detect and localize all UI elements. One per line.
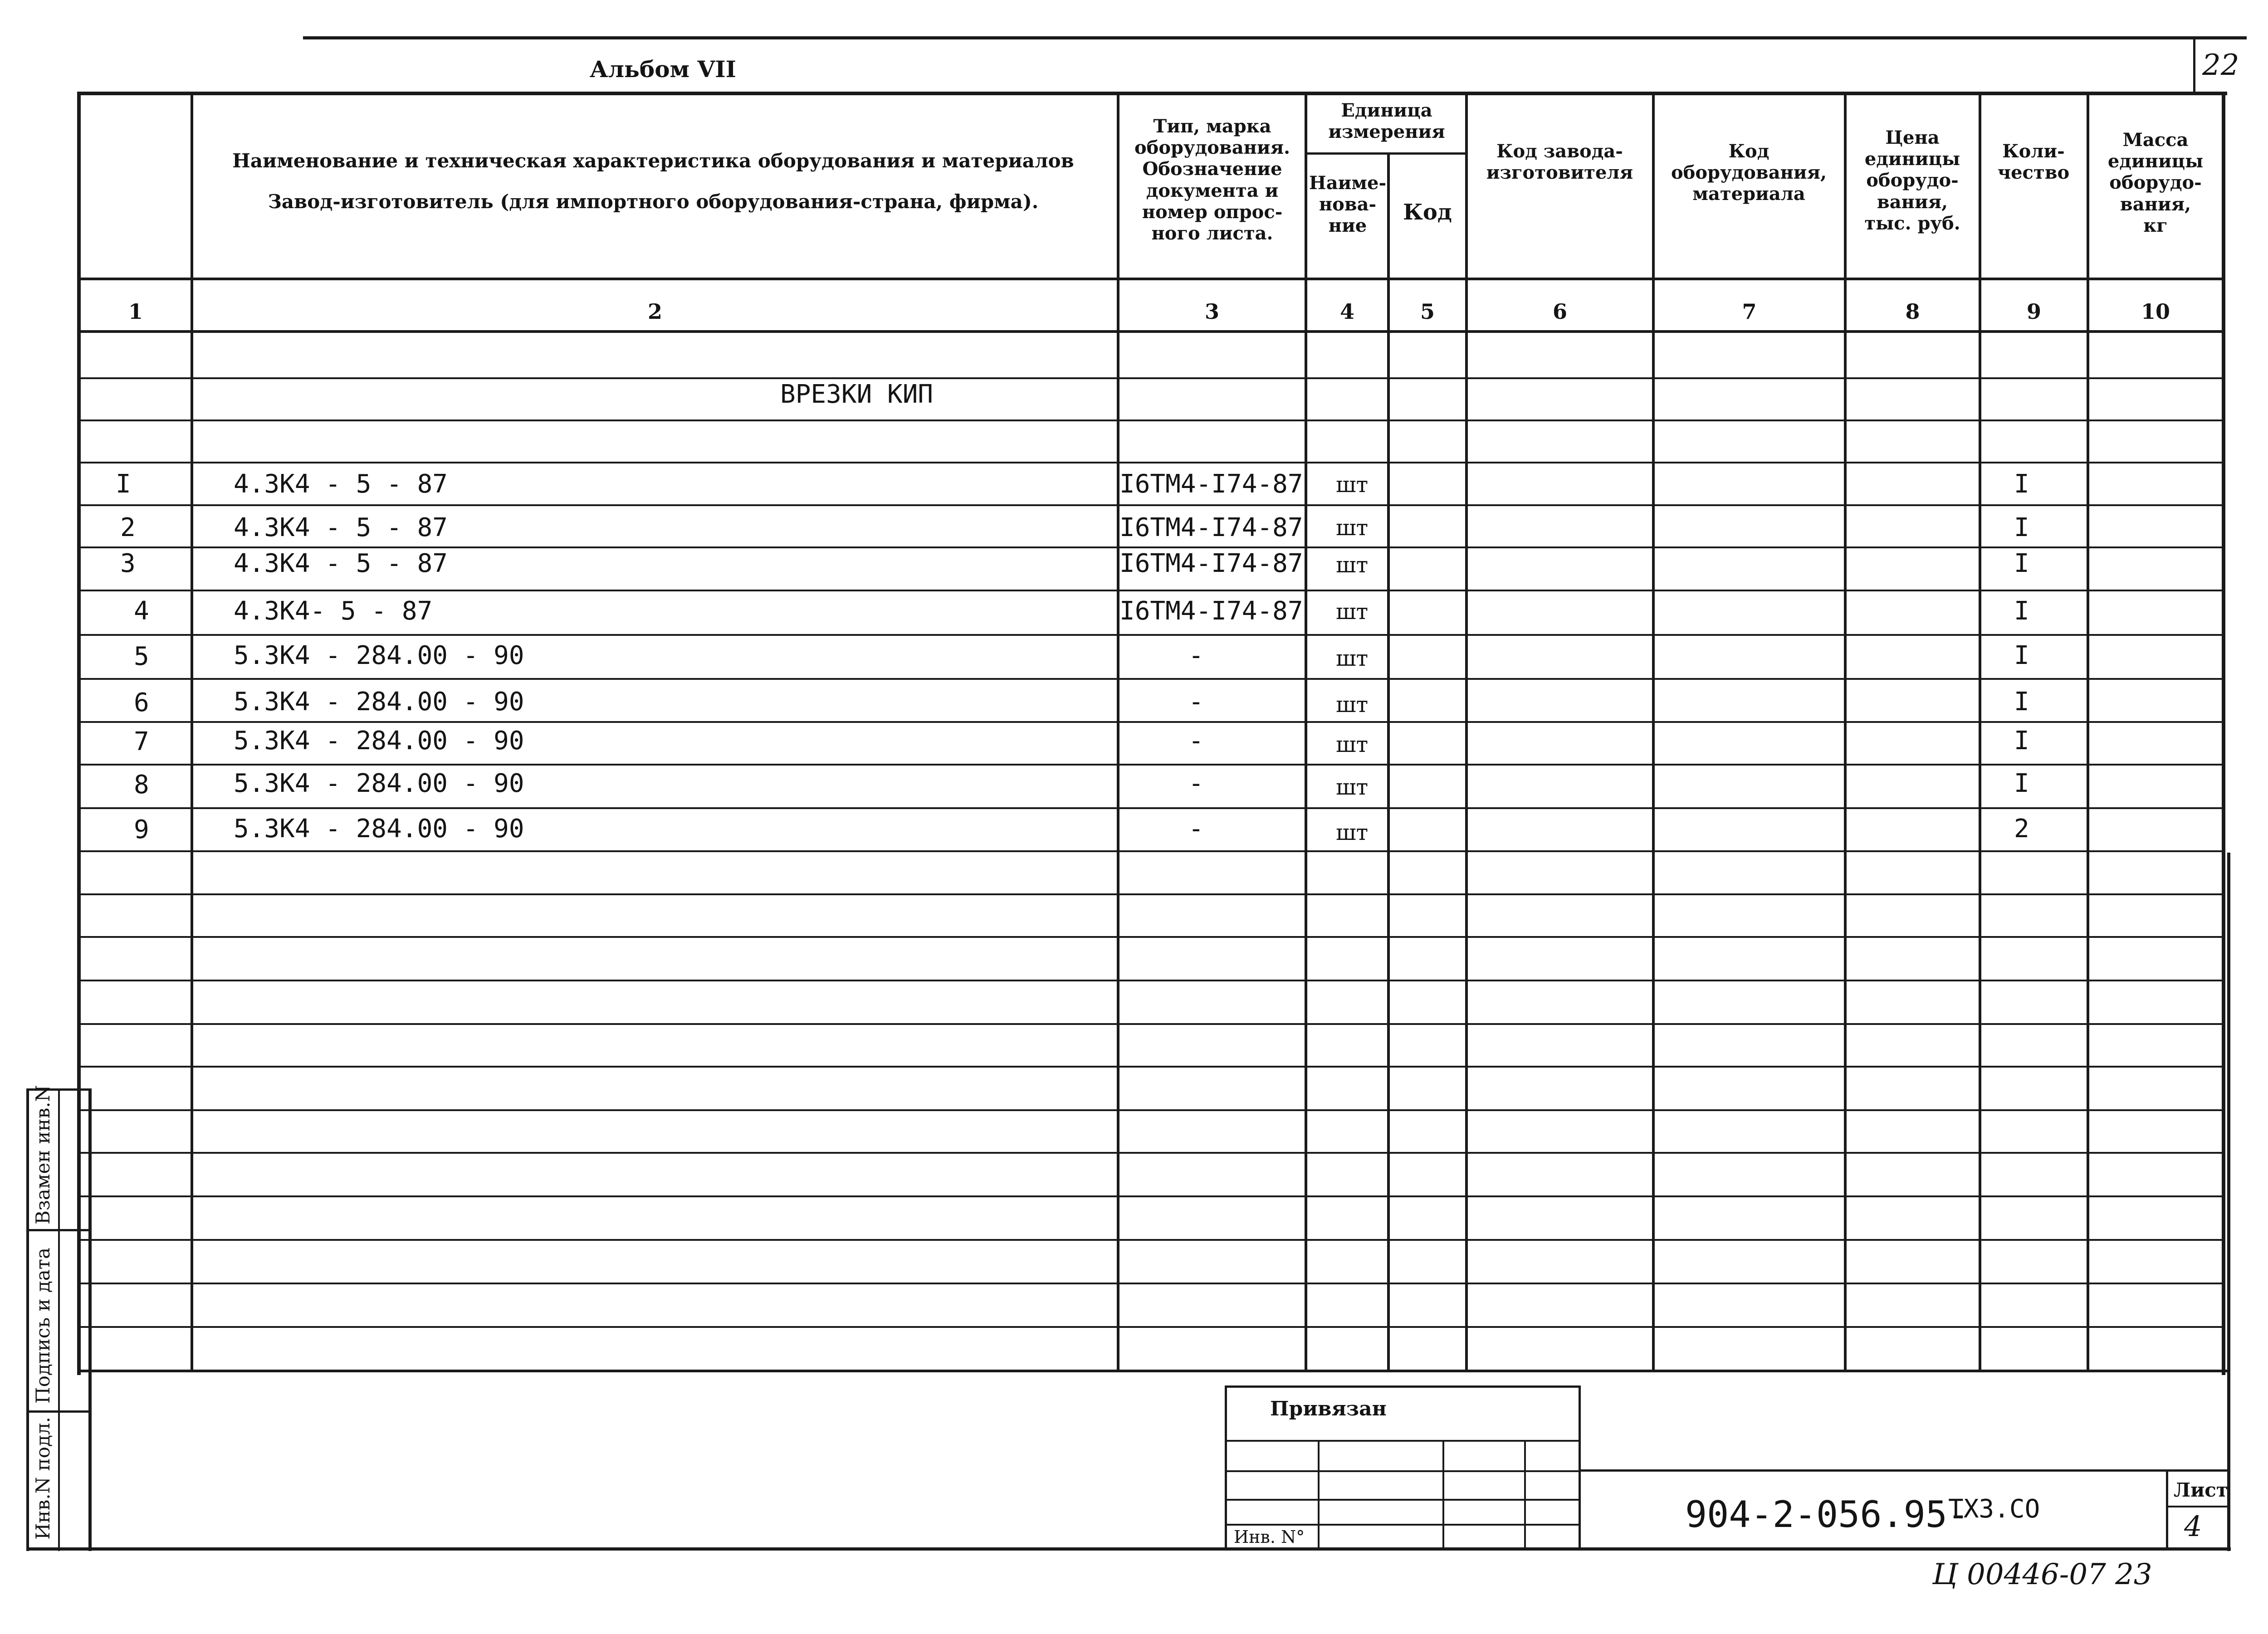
- stamp-podpis-data: Подпись и дата: [32, 1247, 54, 1404]
- row-line: [77, 634, 2225, 636]
- row-unit: шт: [1336, 732, 1369, 757]
- header-col10-line: кг: [2143, 215, 2168, 236]
- row-name: 5.ЗК4 - 284.00 - 90: [234, 687, 524, 717]
- row-line: [77, 1239, 2225, 1241]
- header-col3: [1120, 116, 1304, 244]
- row-line: [77, 1109, 2225, 1111]
- header-col7-line: материала: [1692, 183, 1805, 205]
- header-col8: [1847, 127, 1978, 234]
- row-name: 5.ЗК4 - 284.00 - 90: [234, 726, 524, 756]
- column-number: 8: [1905, 299, 1920, 324]
- row-doc: I6ТМ4-I74-87: [1119, 549, 1303, 578]
- row-line: [77, 850, 2225, 852]
- row-unit: шт: [1336, 820, 1369, 845]
- row-line: [77, 1023, 2225, 1025]
- top-border-line: [303, 36, 2247, 39]
- code-block-top: [1581, 1469, 2229, 1472]
- header-col9: [1981, 141, 2086, 183]
- row-number: I: [116, 469, 131, 499]
- row-unit: шт: [1336, 599, 1369, 624]
- header-col3-line: номер опрос-: [1142, 201, 1283, 223]
- album-label: Альбом VII: [590, 56, 737, 83]
- sheet-corner-number: 22: [2202, 49, 2239, 82]
- header-col10-line: вания,: [2120, 193, 2191, 215]
- row-unit: шт: [1336, 552, 1369, 578]
- header-col8-line: вания,: [1877, 191, 1948, 213]
- row-line: [77, 590, 2225, 591]
- row-line: [77, 1066, 2225, 1068]
- row-doc: I6ТМ4-I74-87: [1119, 469, 1303, 499]
- row-line: [77, 504, 2225, 506]
- row-name: 4.ЗК4 - 5 - 87: [234, 469, 448, 499]
- side-stamp-left-border: [26, 1088, 29, 1551]
- row-line: [77, 1152, 2225, 1154]
- unit-group-subline: [1305, 152, 1468, 155]
- row-qty: I: [2014, 513, 2029, 542]
- list-box-left: [2166, 1469, 2168, 1549]
- header-col4-line: нова-: [1319, 194, 1377, 215]
- row-number: 6: [134, 688, 149, 717]
- row-unit: шт: [1336, 646, 1369, 671]
- column-number: 4: [1339, 299, 1354, 324]
- header-col4: [1307, 172, 1388, 237]
- privyazan-row: [1225, 1470, 1581, 1472]
- header-col7-line: оборудования,: [1671, 162, 1827, 184]
- header-col3-line: ного листа.: [1151, 222, 1273, 244]
- row-name: 5.ЗК4 - 284.00 - 90: [234, 641, 524, 670]
- header-col7-line: Код: [1728, 141, 1769, 162]
- header-col9-line: чество: [1997, 162, 2070, 184]
- frame-left-inner: [88, 1088, 92, 1551]
- document-code: 904-2-056.95-: [1685, 1493, 1970, 1536]
- column-number: 2: [647, 299, 662, 324]
- header-col3-line: Обозначение: [1142, 158, 1282, 180]
- header-unit-group-line: Единица: [1341, 100, 1432, 121]
- privyazan-row: [1225, 1499, 1581, 1501]
- header-col2-line1: Наименование и техническая характеристика оборудования и материалов: [232, 150, 1074, 172]
- row-doc: -: [1188, 641, 1204, 670]
- row-doc: -: [1188, 814, 1204, 844]
- row-qty: I: [2014, 687, 2029, 717]
- row-qty: 2: [2014, 814, 2029, 844]
- row-qty: I: [2014, 549, 2029, 578]
- row-line: [77, 1326, 2225, 1328]
- row-name: 4.ЗК4 - 5 - 87: [234, 549, 448, 578]
- row-line: [77, 721, 2225, 723]
- table-left-border: [77, 92, 81, 1375]
- table-right-border: [2222, 92, 2225, 1375]
- sheet-number-box-left: [2193, 36, 2195, 93]
- row-doc: -: [1188, 687, 1204, 717]
- column-number: 7: [1742, 299, 1757, 324]
- row-number: 8: [134, 770, 149, 800]
- row-line: [77, 1195, 2225, 1197]
- column-number: 1: [128, 299, 143, 324]
- row-line: [77, 419, 2225, 421]
- header-col10: [2089, 129, 2222, 236]
- privyazan-row: [1225, 1524, 1581, 1526]
- row-line: [77, 764, 2225, 766]
- row-line: [77, 1283, 2225, 1284]
- column-number: 9: [2026, 299, 2041, 324]
- row-number: 3: [120, 549, 136, 578]
- row-qty: I: [2014, 469, 2029, 499]
- column-number: 3: [1204, 299, 1219, 324]
- footer-handwritten: Ц 00446-07 23: [1932, 1558, 2152, 1591]
- header-col6: [1468, 141, 1652, 183]
- privyazan-row: [1225, 1440, 1581, 1442]
- privyazan-col: [1318, 1440, 1320, 1549]
- header-col5: Код: [1403, 200, 1452, 225]
- header-col9-line: Коли-: [2002, 141, 2065, 162]
- colnum-bottom-line: [77, 330, 2225, 333]
- header-col4-line: Наиме-: [1309, 172, 1387, 194]
- inv-label: Инв. N°: [1234, 1527, 1305, 1547]
- col-sep-3: [1305, 93, 1307, 1372]
- col-sep-4: [1387, 154, 1390, 1372]
- side-stamp-mid: [58, 1088, 60, 1551]
- row-qty: I: [2014, 769, 2029, 798]
- row-line: [77, 678, 2225, 680]
- header-col6-line: изготовителя: [1486, 162, 1633, 184]
- row-line: [77, 893, 2225, 895]
- document-code-suffix: ТХЗ.СО: [1948, 1494, 2040, 1524]
- header-col4-line: ние: [1328, 215, 1367, 237]
- privyazan-label: Привязан: [1270, 1397, 1387, 1420]
- header-col7: [1655, 141, 1843, 205]
- privyazan-col: [1442, 1440, 1444, 1549]
- stamp-vzamen-inv: Взамен инв.N: [32, 1085, 54, 1224]
- row-unit: шт: [1336, 515, 1369, 541]
- section-title: ВРЕЗКИ КИП: [780, 380, 934, 409]
- table-body-bottom-line: [77, 1370, 2227, 1372]
- row-name: 4.ЗК4- 5 - 87: [234, 596, 433, 626]
- header-col8-line: тыс. руб.: [1864, 212, 1960, 234]
- header-col3-line: оборудования.: [1134, 137, 1290, 159]
- row-name: 4.ЗК4 - 5 - 87: [234, 513, 448, 542]
- column-number: 10: [2141, 299, 2170, 324]
- row-qty: I: [2014, 596, 2029, 626]
- row-doc: -: [1188, 769, 1204, 798]
- row-name: 5.ЗК4 - 284.00 - 90: [234, 814, 524, 844]
- header-unit-group: [1307, 100, 1466, 142]
- header-col6-line: Код завода-: [1496, 141, 1623, 162]
- list-number: 4: [2184, 1510, 2202, 1543]
- privyazan-top: [1225, 1385, 1581, 1388]
- row-line: [77, 462, 2225, 463]
- header-col8-line: оборудо-: [1866, 170, 1959, 191]
- header-unit-group-line: измерения: [1328, 121, 1445, 143]
- col-sep-8: [1979, 93, 1981, 1372]
- list-label: Лист: [2174, 1479, 2228, 1501]
- row-line: [77, 807, 2225, 809]
- row-line: [77, 377, 2225, 379]
- row-line: [77, 546, 2225, 548]
- table-right-outer-border: [2227, 853, 2230, 1551]
- stamp-inv-podl: Инв.N подл.: [32, 1417, 54, 1540]
- list-box-mid: [2166, 1506, 2229, 1507]
- header-col10-line: оборудо-: [2109, 172, 2202, 194]
- header-col8-line: единицы: [1864, 148, 1960, 170]
- row-number: 5: [134, 642, 149, 671]
- header-col10-line: единицы: [2107, 151, 2204, 172]
- col-sep-7: [1844, 93, 1847, 1372]
- col-sep-9: [2087, 93, 2089, 1372]
- row-number: 9: [134, 815, 149, 844]
- header-col3-line: Тип, марка: [1153, 116, 1271, 137]
- column-number: 5: [1420, 299, 1435, 324]
- header-bottom-line: [77, 278, 2225, 280]
- row-line: [77, 936, 2225, 938]
- header-col3-line: документа и: [1146, 180, 1279, 201]
- column-number: 6: [1552, 299, 1567, 324]
- row-unit: шт: [1336, 472, 1369, 498]
- row-number: 7: [134, 727, 149, 756]
- header-col2-line2: Завод-изготовитель (для импортного оборудования-страна, фирма).: [268, 190, 1039, 213]
- row-number: 4: [134, 596, 149, 626]
- row-doc: -: [1188, 726, 1204, 756]
- row-line: [77, 980, 2225, 981]
- col-sep-1: [191, 93, 193, 1372]
- frame-bottom-line: [26, 1547, 2231, 1551]
- row-unit: шт: [1336, 775, 1369, 800]
- row-doc: I6ТМ4-I74-87: [1119, 596, 1303, 626]
- row-unit: шт: [1336, 692, 1369, 717]
- col-sep-2: [1117, 93, 1119, 1372]
- header-col10-line: Масса: [2122, 129, 2189, 151]
- row-doc: I6ТМ4-I74-87: [1119, 513, 1303, 542]
- col-sep-6: [1652, 93, 1655, 1372]
- row-qty: I: [2014, 641, 2029, 670]
- table-top-border: [77, 92, 2227, 95]
- col-sep-5: [1465, 93, 1468, 1372]
- row-number: 2: [120, 513, 136, 542]
- row-name: 5.ЗК4 - 284.00 - 90: [234, 769, 524, 798]
- privyazan-col: [1524, 1440, 1526, 1549]
- row-qty: I: [2014, 726, 2029, 756]
- header-col8-line: Цена: [1885, 127, 1940, 148]
